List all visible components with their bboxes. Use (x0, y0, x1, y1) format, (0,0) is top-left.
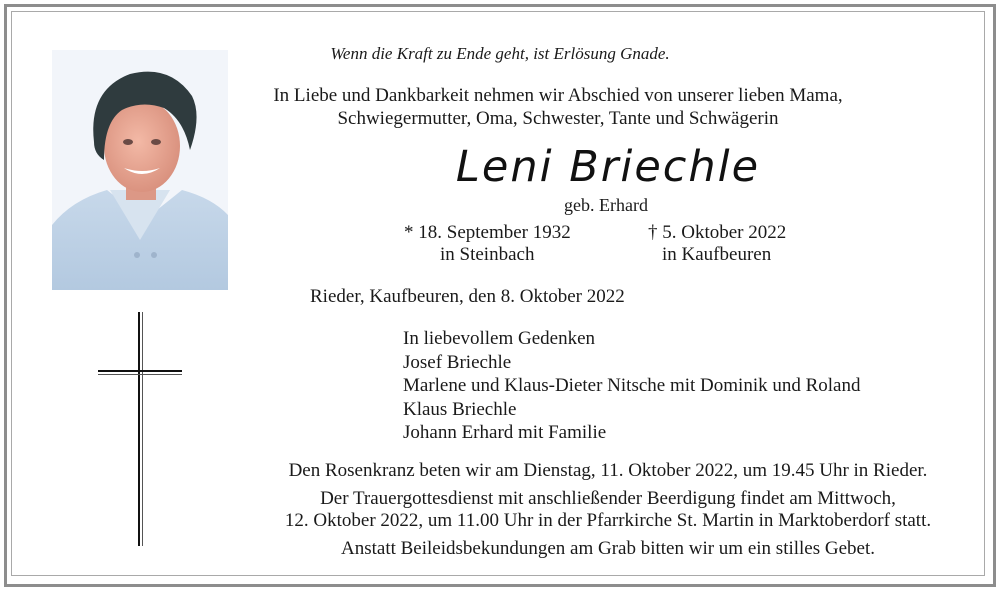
condolence-notice: Anstatt Beileidsbekundungen am Grab bitten wir um ein stilles Gebet. (340, 538, 876, 559)
intro-line-1: In Liebe und Dankbarkeit nehmen wir Abschied von unserer lieben Mama, (273, 85, 843, 106)
deceased-name: Leni Briechle (455, 142, 761, 192)
intro-line-2: Schwiegermutter, Oma, Schwester, Tante und Schwägerin (337, 108, 779, 129)
rosary-notice: Den Rosenkranz beten wir am Dienstag, 11. Oktober 2022, um 19.45 Uhr in Rieder. (288, 460, 928, 481)
mourner-line: Josef Briechle (403, 351, 512, 373)
death-date: † 5. Oktober 2022 (648, 222, 787, 243)
service-notice-line-1: Der Trauergottesdienst mit anschließender Beerdigung findet am Mittwoch, (320, 488, 896, 509)
mourner-line: Klaus Briechle (403, 398, 517, 420)
service-notice-line-2: 12. Oktober 2022, um 11.00 Uhr in der Pfarrkirche St. Martin in Marktoberdorf statt. (284, 510, 932, 531)
birth-name: geb. Erhard (564, 195, 648, 215)
motto: Wenn die Kraft zu Ende geht, ist Erlösung Gnade. (330, 44, 670, 63)
mourners-list (403, 327, 861, 445)
mourner-line: Marlene und Klaus-Dieter Nitsche mit Dominik und Roland (403, 375, 861, 396)
mourner-line: Johann Erhard mit Familie (403, 422, 607, 443)
death-place: in Kaufbeuren (662, 244, 772, 265)
portrait-photo (52, 50, 228, 290)
mourner-line: In liebevollem Gedenken (403, 328, 596, 349)
cross-icon (96, 310, 186, 546)
birth-date: * 18. September 1932 (404, 222, 571, 243)
place-and-date: Rieder, Kaufbeuren, den 8. Oktober 2022 (310, 286, 625, 307)
birth-place: in Steinbach (440, 244, 535, 265)
